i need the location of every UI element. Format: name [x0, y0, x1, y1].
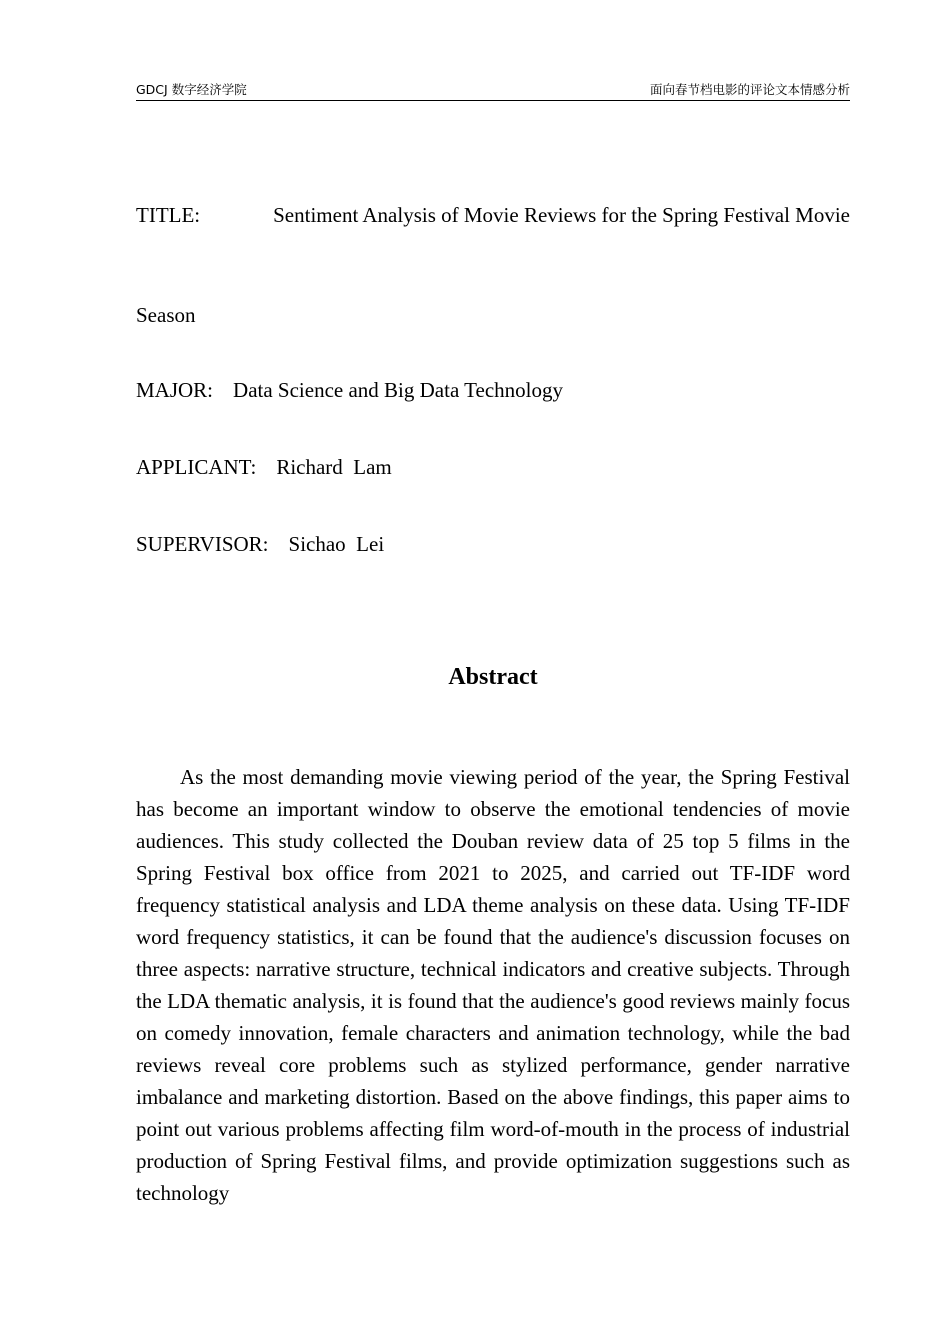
title-label: TITLE:	[136, 203, 201, 227]
abstract-body: As the most demanding movie viewing period of the year, the Spring Festival has become an important window to observe the emotional tendencies of movie audiences. This study collected the Douban review data of 25 top 5 films in the Spring Festival box office from 2021 to 2025, and carried out TF-IDF word frequency statistical analysis and LDA theme analysis on these data. Using TF-IDF word frequency statistics, it can be found that the audience's discussion focuses on three aspects: narrative structure, technical indicators and creative subjects. Through the LDA thematic analysis, it is found that the audience's good reviews mainly focus on comedy innovation, female characters and animation technology, while the bad reviews reveal core problems such as stylized performance, gender narrative imbalance and marketing distortion. Based on the above findings, this paper aims to point out various problems affecting film word-of-mouth in the process of industrial production of Spring Festival films, and provide optimization suggestions such as technology	[136, 765, 850, 1205]
supervisor-value: Sichao Lei	[288, 532, 385, 556]
major-value: Data Science and Big Data Technology	[233, 378, 563, 402]
abstract-heading: Abstract	[448, 664, 538, 690]
title-line	[136, 203, 850, 228]
supervisor-line	[136, 532, 384, 557]
major-label: MAJOR:	[136, 378, 214, 402]
header-thesis-title: 面向春节档电影的评论文本情感分析	[649, 82, 850, 97]
major-line	[136, 378, 563, 403]
title-value: Sentiment Analysis of Movie Reviews for the Spring Festival Movie	[273, 203, 850, 227]
supervisor-label: SUPERVISOR:	[136, 532, 269, 556]
header-school: GDCJ 数字经济学院	[136, 82, 247, 97]
title-value-continued: Season	[136, 303, 196, 327]
applicant-label: APPLICANT:	[136, 455, 257, 479]
page-header	[136, 78, 850, 101]
applicant-line	[136, 455, 392, 480]
applicant-value: Richard Lam	[276, 455, 392, 479]
